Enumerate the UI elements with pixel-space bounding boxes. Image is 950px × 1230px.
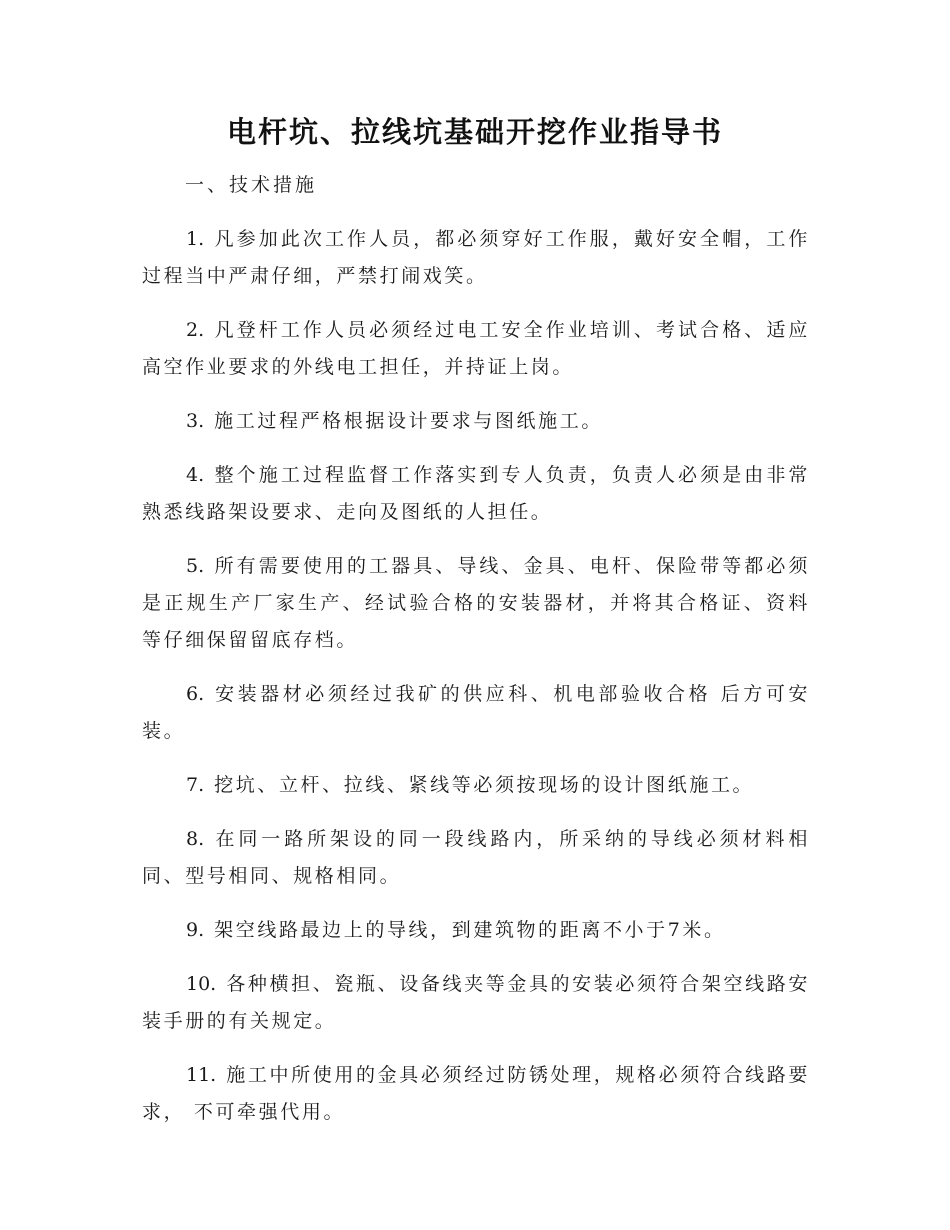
item-number: 7. bbox=[186, 774, 205, 796]
item-number: 5. bbox=[186, 555, 205, 577]
item-text: 所有需要使用的工器具、导线、金具、电杆、保险带等都必须是正规生产厂家生产、经试验合格的安装器材，并将其合格证、资料等仔细保留留底存档。 bbox=[142, 555, 810, 651]
item-text: 各种横担、瓷瓶、设备线夹等金具的安装必须符合架空线路安装手册的有关规定。 bbox=[142, 973, 810, 1032]
item-number: 3. bbox=[186, 410, 205, 432]
item-text: 挖坑、立杆、拉线、紧线等必须按现场的设计图纸施工。 bbox=[214, 774, 755, 796]
item-text: 架空线路最边上的导线，到建筑物的距离不小于7米。 bbox=[214, 919, 726, 941]
list-item bbox=[142, 457, 810, 531]
item-number: 10. bbox=[186, 973, 217, 995]
item-text: 凡登杆工作人员必须经过电工安全作业培训、考试合格、适应高空作业要求的外线电工担任，并持证上岗。 bbox=[142, 319, 810, 378]
item-text: 安装器材必须经过我矿的供应科、机电部验收合格 后方可安装。 bbox=[142, 683, 810, 742]
list-item bbox=[142, 312, 810, 386]
list-item bbox=[142, 676, 810, 750]
item-number: 2. bbox=[186, 319, 205, 341]
item-number: 9. bbox=[186, 919, 205, 941]
item-text: 整个施工过程监督工作落实到专人负责，负责人必须是由非常熟悉线路架设要求、走向及图纸的人担任。 bbox=[142, 464, 810, 523]
list-item bbox=[142, 966, 810, 1040]
item-text: 凡参加此次工作人员，都必须穿好工作服，戴好安全帽，工作过程当中严肃仔细，严禁打闹戏笑。 bbox=[142, 228, 810, 287]
list-item bbox=[142, 821, 810, 895]
document-title: 电杆坑、拉线坑基础开挖作业指导书 bbox=[226, 115, 723, 149]
item-text: 施工过程严格根据设计要求与图纸施工。 bbox=[214, 410, 603, 432]
item-number: 6. bbox=[186, 683, 205, 705]
item-number: 11. bbox=[186, 1064, 217, 1086]
list-item bbox=[142, 1057, 810, 1131]
item-text: 施工中所使用的金具必须经过防锈处理，规格必须符合线路要求， 不可牵强代用。 bbox=[142, 1064, 810, 1123]
item-number: 1. bbox=[186, 228, 205, 250]
item-text: 在同一路所架设的同一段线路内，所采纳的导线必须材料相同、型号相同、规格相同。 bbox=[142, 828, 810, 887]
list-item bbox=[142, 403, 810, 440]
list-item bbox=[142, 221, 810, 295]
section-heading: 一、技术措施 bbox=[185, 174, 318, 196]
item-number: 4. bbox=[186, 464, 205, 486]
list-item bbox=[142, 912, 810, 949]
measure-list bbox=[142, 221, 810, 1148]
list-item bbox=[142, 548, 810, 659]
list-item bbox=[142, 767, 810, 804]
item-number: 8. bbox=[186, 828, 205, 850]
